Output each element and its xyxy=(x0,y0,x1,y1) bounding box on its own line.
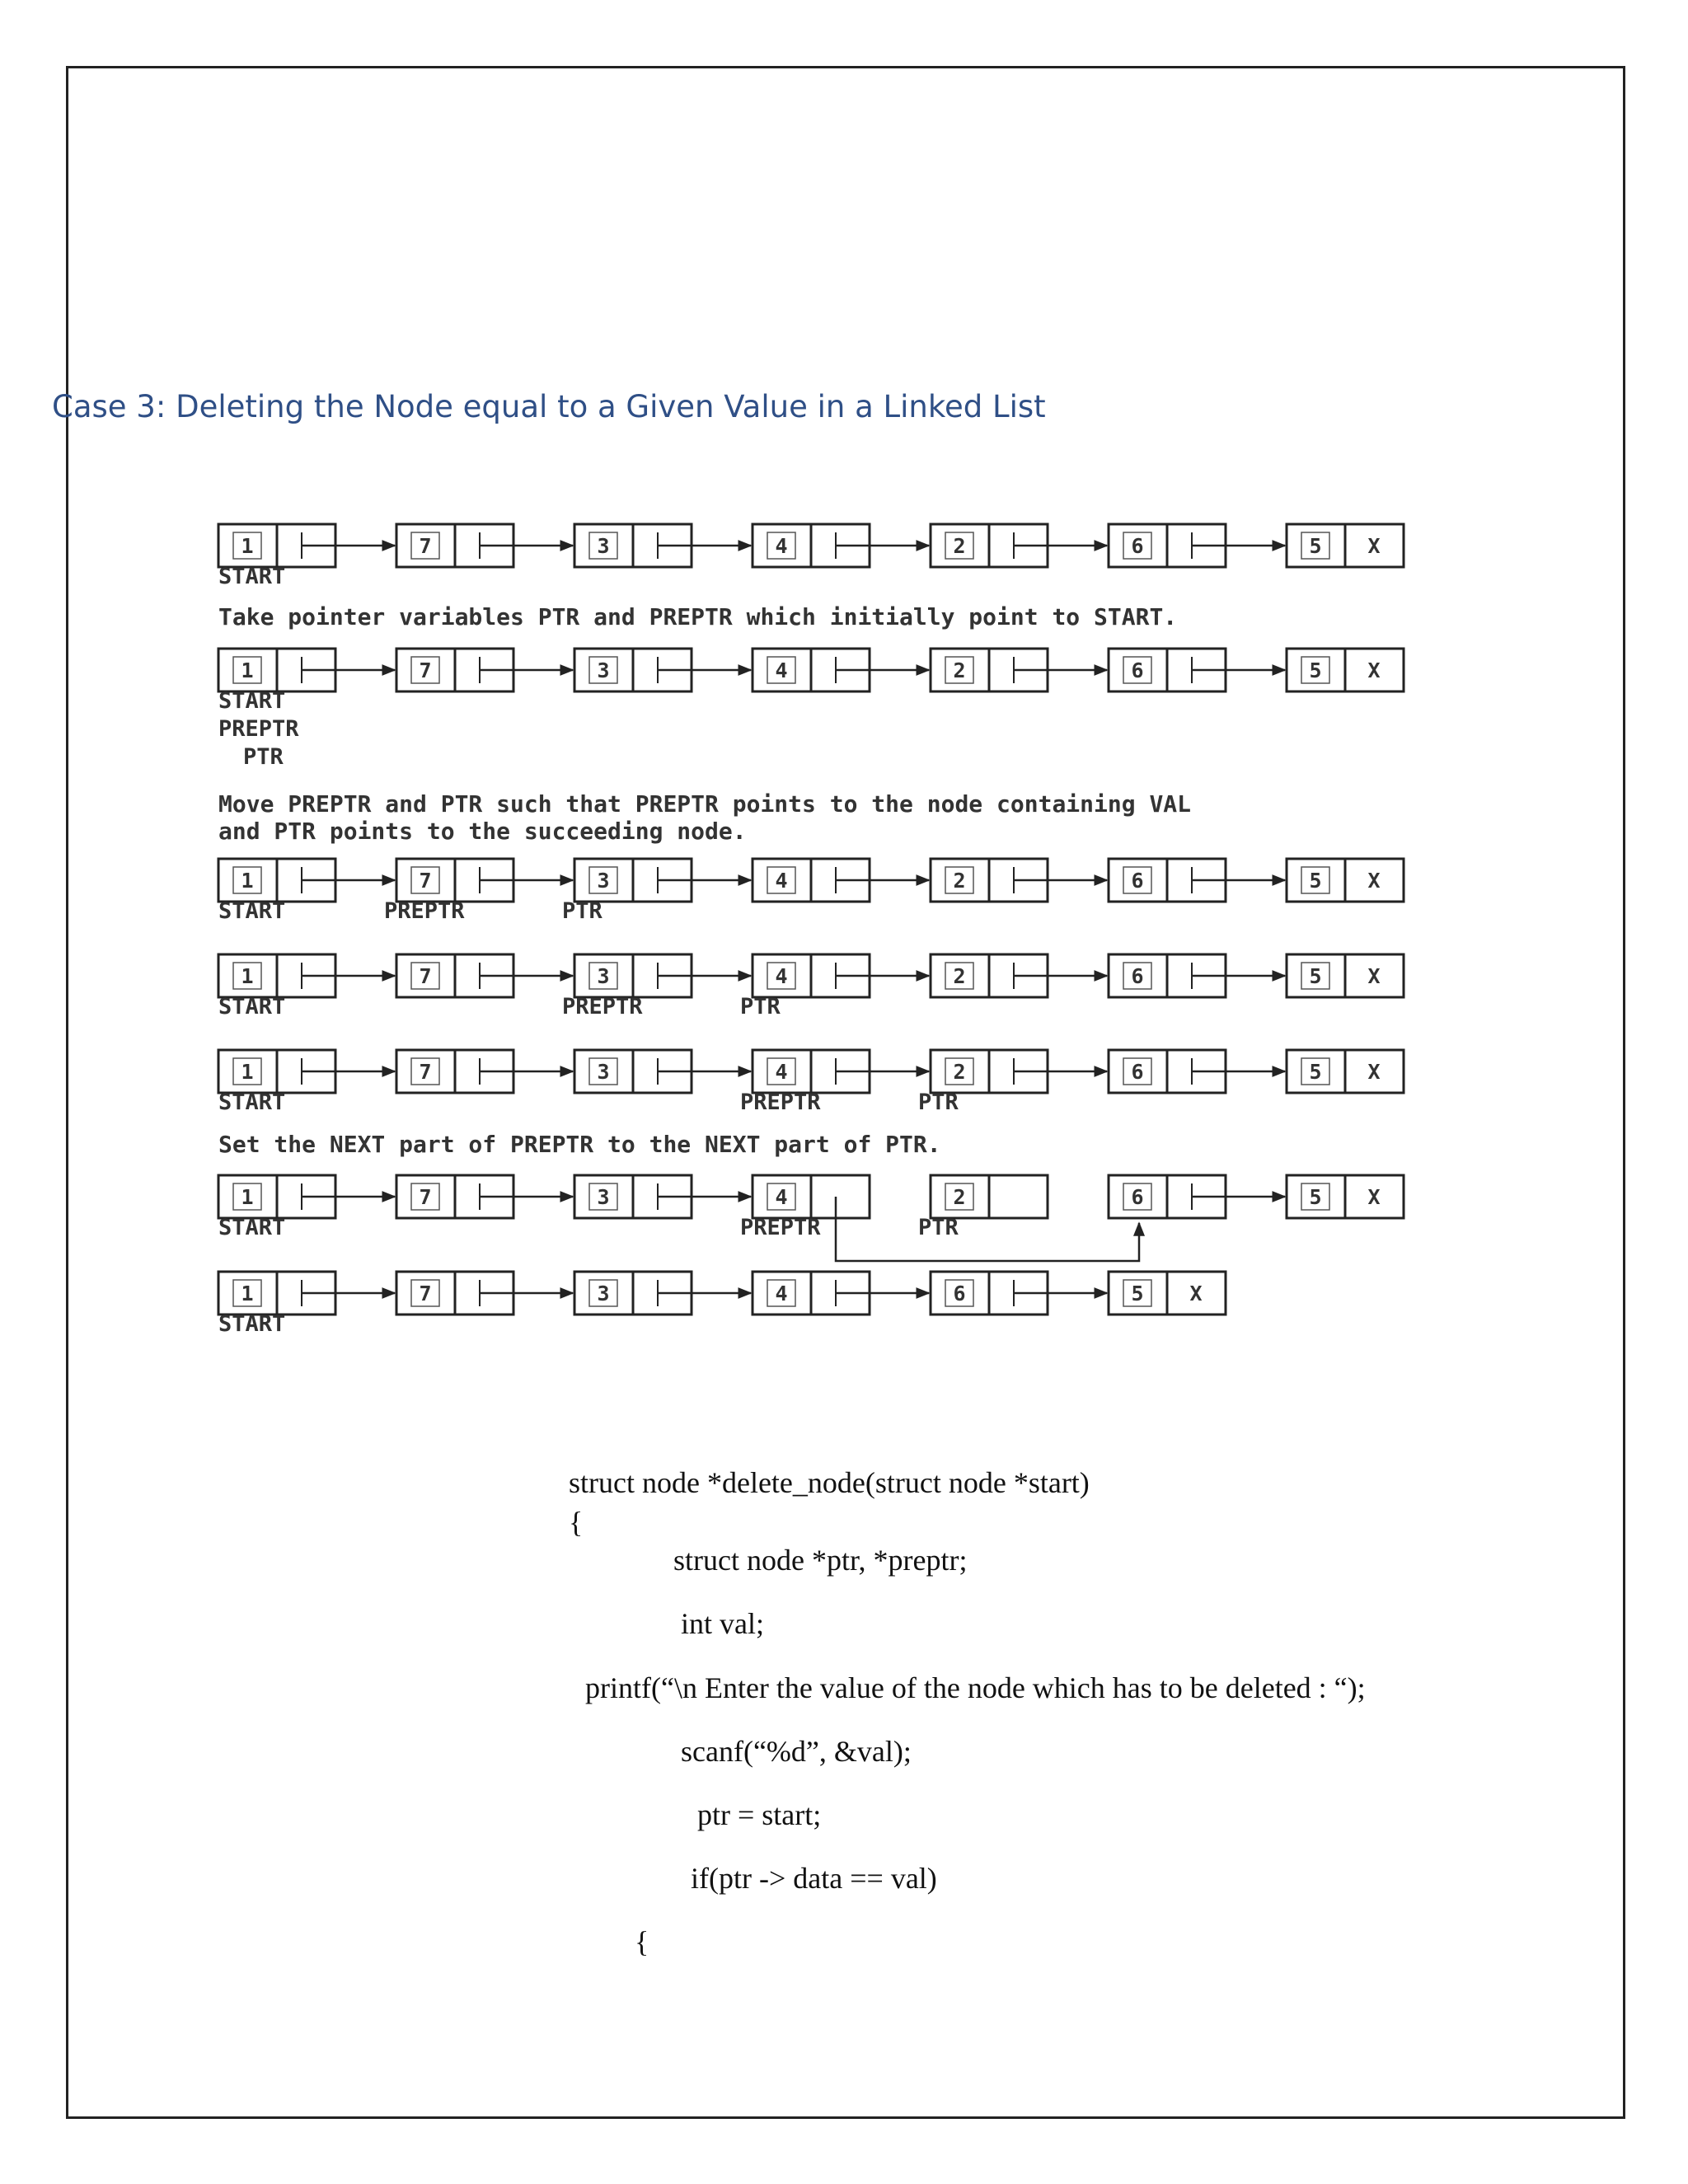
node-value: 6 xyxy=(1131,1185,1144,1209)
node-value: 6 xyxy=(1131,534,1144,558)
code-line: if(ptr -> data == val) xyxy=(691,1862,937,1895)
node-value: 7 xyxy=(419,658,432,682)
null-marker: X xyxy=(1367,869,1381,893)
code-line: scanf(“%d”, &val); xyxy=(681,1735,912,1768)
node-value: 3 xyxy=(597,869,610,893)
list-node xyxy=(1287,1175,1404,1218)
list-node xyxy=(753,1175,870,1218)
node-value: 4 xyxy=(775,1185,788,1209)
code-line: printf(“\n Enter the value of the node which has to be deleted : “); xyxy=(585,1671,1366,1704)
node-value: 4 xyxy=(775,869,788,893)
code-line: { xyxy=(569,1506,584,1539)
list-node xyxy=(1287,1050,1404,1093)
node-value: 5 xyxy=(1309,1185,1322,1209)
node-value: 7 xyxy=(419,534,432,558)
list-node xyxy=(1109,1272,1226,1315)
node-value: 1 xyxy=(241,869,254,893)
diagram-caption: Set the NEXT part of PREPTR to the NEXT part of PTR. xyxy=(218,1131,941,1158)
pointer-label: PREPTR xyxy=(384,898,465,924)
node-value: 7 xyxy=(419,1060,432,1084)
null-marker: X xyxy=(1367,964,1381,988)
pointer-label: PTR xyxy=(562,898,603,924)
pointer-label: PTR xyxy=(918,1090,959,1115)
section-heading: Case 3: Deleting the Node equal to a Given Value in a Linked List xyxy=(52,389,1046,424)
node-value: 7 xyxy=(419,869,432,893)
node-value: 2 xyxy=(953,869,966,893)
pointer-label: START xyxy=(218,1311,286,1337)
code-line: struct node *ptr, *preptr; xyxy=(673,1544,968,1577)
node-value: 3 xyxy=(597,534,610,558)
list-node xyxy=(931,1175,1048,1218)
null-marker: X xyxy=(1367,1185,1381,1209)
code-line: struct node *delete_node(struct node *start) xyxy=(569,1466,1090,1499)
node-value: 1 xyxy=(241,1282,254,1305)
node-value: 2 xyxy=(953,1185,966,1209)
pointer-label: START xyxy=(218,898,286,924)
node-value: 7 xyxy=(419,964,432,988)
node-value: 4 xyxy=(775,1282,788,1305)
pointer-label: START xyxy=(218,994,286,1019)
node-value: 4 xyxy=(775,658,788,682)
null-marker: X xyxy=(1367,1060,1381,1084)
pointer-label: PREPTR xyxy=(740,1090,821,1115)
code-line: int val; xyxy=(681,1607,764,1640)
null-marker: X xyxy=(1367,658,1381,682)
diagram-caption: Take pointer variables PTR and PREPTR which initially point to START. xyxy=(218,603,1178,630)
node-value: 3 xyxy=(597,964,610,988)
list-node xyxy=(1287,859,1404,902)
node-value: 5 xyxy=(1309,534,1322,558)
pointer-label: START xyxy=(218,1090,286,1115)
node-value: 3 xyxy=(597,658,610,682)
pointer-label: START xyxy=(218,688,286,714)
pointer-label: START xyxy=(218,564,286,589)
node-value: 6 xyxy=(953,1282,966,1305)
node-value: 4 xyxy=(775,1060,788,1084)
node-value: 6 xyxy=(1131,869,1144,893)
code-line: { xyxy=(635,1925,649,1958)
node-value: 1 xyxy=(241,534,254,558)
pointer-label: START xyxy=(218,1215,286,1240)
node-value: 7 xyxy=(419,1185,432,1209)
diagram-caption: and PTR points to the succeeding node. xyxy=(218,818,747,845)
node-value: 6 xyxy=(1131,658,1144,682)
null-marker: X xyxy=(1189,1282,1203,1305)
node-value: 3 xyxy=(597,1060,610,1084)
node-value: 5 xyxy=(1309,1060,1322,1084)
list-node xyxy=(1287,649,1404,691)
node-value: 1 xyxy=(241,964,254,988)
pointer-label: PREPTR xyxy=(218,716,299,742)
node-value: 4 xyxy=(775,534,788,558)
node-value: 3 xyxy=(597,1185,610,1209)
node-value: 6 xyxy=(1131,964,1144,988)
pointer-label: PREPTR xyxy=(562,994,643,1019)
node-value: 2 xyxy=(953,964,966,988)
node-value: 2 xyxy=(953,1060,966,1084)
code-line: ptr = start; xyxy=(697,1798,822,1831)
node-value: 7 xyxy=(419,1282,432,1305)
node-value: 2 xyxy=(953,658,966,682)
list-node xyxy=(1287,524,1404,567)
node-value: 5 xyxy=(1309,869,1322,893)
pointer-label: PTR xyxy=(243,744,284,770)
node-value: 6 xyxy=(1131,1060,1144,1084)
node-value: 1 xyxy=(241,1185,254,1209)
diagram-caption: Move PREPTR and PTR such that PREPTR points to the node containing VAL xyxy=(218,790,1192,818)
pointer-label: PREPTR xyxy=(740,1215,821,1240)
node-value: 5 xyxy=(1309,964,1322,988)
node-value: 5 xyxy=(1309,658,1322,682)
node-value: 3 xyxy=(597,1282,610,1305)
node-value: 4 xyxy=(775,964,788,988)
pointer-label: PTR xyxy=(740,994,781,1019)
node-value: 5 xyxy=(1131,1282,1144,1305)
pointer-label: PTR xyxy=(918,1215,959,1240)
node-value: 2 xyxy=(953,534,966,558)
node-value: 1 xyxy=(241,658,254,682)
node-value: 1 xyxy=(241,1060,254,1084)
null-marker: X xyxy=(1367,534,1381,558)
list-node xyxy=(1287,954,1404,997)
